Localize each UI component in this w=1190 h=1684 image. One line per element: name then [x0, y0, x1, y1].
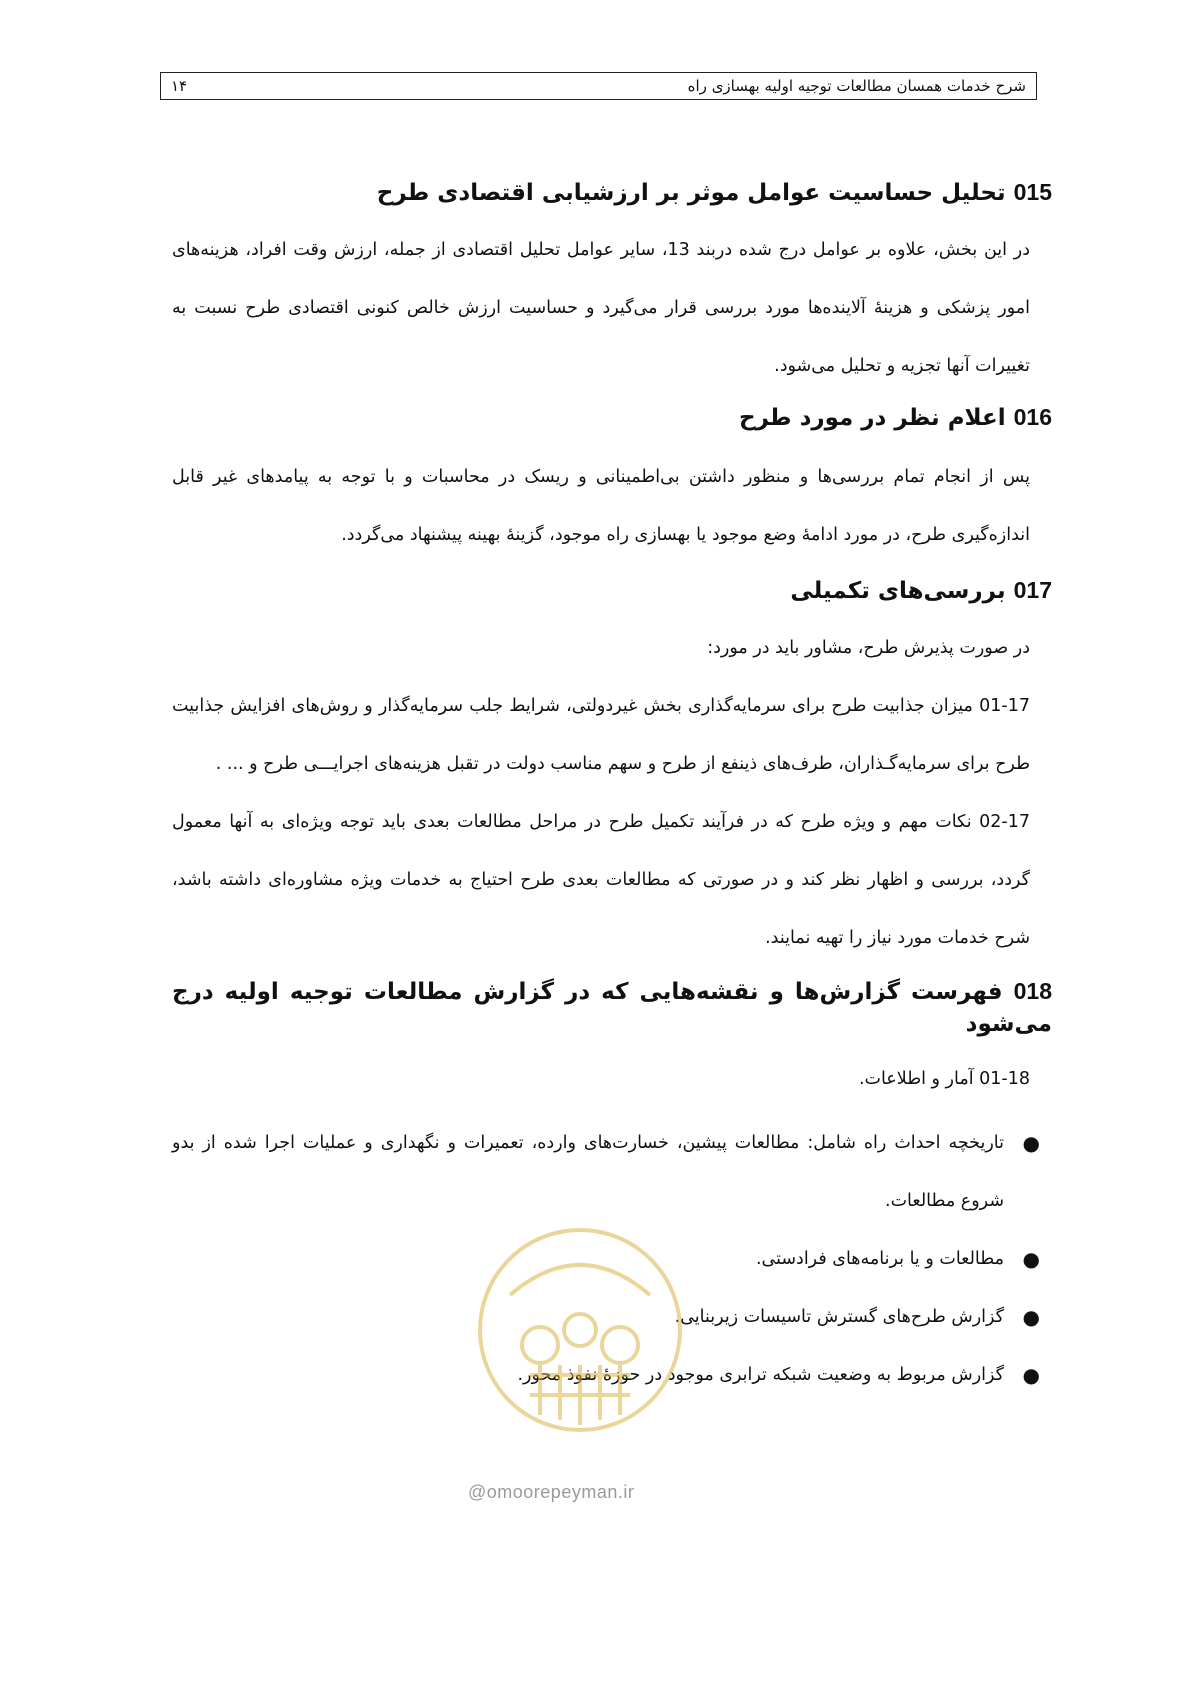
section-title: فهرست گزارش‌ها و نقشه‌هایی که در گزارش مطالعات توجیه اولیه درج می‌شود — [172, 979, 1052, 1037]
section-heading-018 — [172, 975, 1052, 1040]
section-number: 017 — [1013, 577, 1052, 603]
bullet-icon: ● — [1022, 1305, 1040, 1329]
section-heading-015 — [172, 176, 1052, 209]
section-heading-017 — [172, 574, 1052, 607]
list-item-text: گزارش مربوط به وضعیت شبکه ترابری موجود در حوزهٔ نفوذ محور. — [517, 1365, 1004, 1385]
list-item-text: گزارش طرح‌های گسترش تاسیسات زیربنایی. — [674, 1307, 1004, 1327]
page-header — [160, 72, 1037, 100]
section-item-17-01: 01-17 میزان جذابیت طرح برای سرمایه‌گذاری بخش غیردولتی، شرایط جلب سرمایه‌گذار و روش‌های افزایش جذابیت طرح برای سرمایه‌گـذاران، طرف‌های ذینفع از طرح و سهم مناسب دولت در تقبل هزینه‌های اجرایـــی طرح و ... . — [172, 696, 1030, 774]
section-title: بررسی‌های تکمیلی — [790, 578, 1006, 604]
list-item — [172, 1346, 1040, 1404]
list-item-text: مطالعات و یا برنامه‌های فرادستی. — [755, 1249, 1004, 1269]
section-item-17-02: 02-17 نکات مهم و ویژه طرح که در فرآیند تکمیل طرح در مراحل مطالعات بعدی باید توجه ویژه‌ای به آنها معمول گردد، بررسی و اظهار نظر کند و در صورتی که مطالعات بعدی طرح احتیاج به خدمات ویژه مشاوره‌ای داشته باشد، شرح خدمات مورد نیاز را تهیه نمایند. — [172, 812, 1030, 948]
header-title: شرح خدمات همسان مطالعات توجیه اولیه بهسازی راه — [687, 77, 1026, 95]
section-body-016: پس از انجام تمام بررسی‌ها و منظور داشتن بی‌اطمینانی و ریسک در محاسبات و با توجه به پیامدهای غیر قابل اندازه‌گیری طرح، در مورد ادامهٔ وضع موجود یا بهسازی راه موجود، گزینهٔ بهینه پیشنهاد می‌گردد. — [172, 467, 1030, 545]
section-number: 015 — [1013, 179, 1052, 205]
report-bullet-list — [172, 1114, 1052, 1404]
list-item — [172, 1230, 1040, 1288]
section-title: تحلیل حساسیت عوامل موثر بر ارزشیابی اقتصادی طرح — [376, 180, 1006, 206]
section-title: اعلام نظر در مورد طرح — [739, 405, 1006, 431]
section-intro-018: 01-18 آمار و اطلاعات. — [858, 1069, 1030, 1089]
bullet-icon: ● — [1022, 1131, 1040, 1155]
bullet-icon: ● — [1022, 1363, 1040, 1387]
watermark-site: @omoorepeyman.ir — [468, 1482, 635, 1502]
section-number: 018 — [1013, 978, 1052, 1004]
list-item-text: تاریخچه احداث راه شامل: مطالعات پیشین، خسارت‌های وارده، تعمیرات و نگهداری و عملیات اجرا شده از بدو شروع مطالعات. — [172, 1133, 1004, 1211]
section-heading-016 — [172, 401, 1052, 434]
document-body — [172, 176, 1052, 1404]
list-item — [172, 1288, 1040, 1346]
list-item — [172, 1114, 1040, 1230]
bullet-icon: ● — [1022, 1247, 1040, 1271]
section-body-015: در این بخش، علاوه بر عوامل درج شده دربند 13، سایر عوامل تحلیل اقتصادی از جمله، ارزش وقت افراد، هزینه‌های امور پزشکی و هزینهٔ آلاینده‌ها مورد بررسی قرار می‌گیرد و حساسیت ارزش خالص کنونی اقتصادی طرح نسبت به تغییرات آنها تجزیه و تحلیل می‌شود. — [172, 240, 1030, 376]
page-number: ۱۴ — [171, 77, 188, 95]
section-number: 016 — [1013, 404, 1052, 430]
section-intro-017: در صورت پذیرش طرح، مشاور باید در مورد: — [707, 638, 1030, 658]
